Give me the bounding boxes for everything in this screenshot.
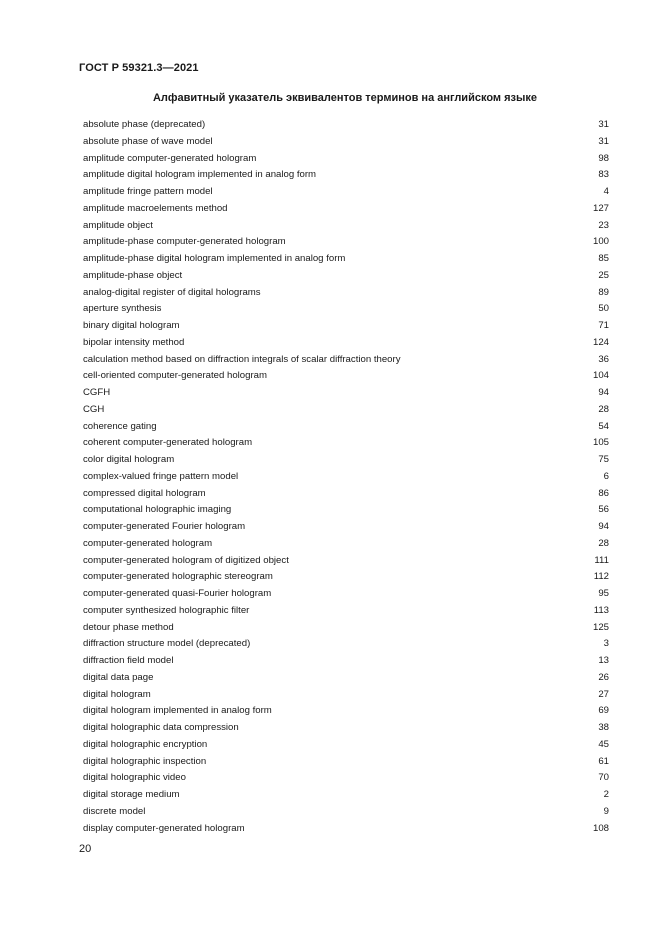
index-term: bipolar intensity method	[83, 336, 185, 348]
index-term: digital hologram	[83, 688, 151, 700]
index-entry	[83, 234, 609, 251]
index-term: computer-generated Fourier hologram	[83, 521, 246, 532]
index-term: diffraction field model	[83, 655, 174, 666]
index-entry	[83, 787, 609, 804]
index-entry	[83, 586, 609, 603]
index-entry	[83, 502, 609, 519]
index-term: digital holographic data compression	[83, 722, 239, 733]
index-page-ref: 45	[598, 738, 609, 750]
index-term: binary digital hologram	[83, 320, 180, 331]
index-entry	[83, 687, 609, 704]
index-entry	[83, 301, 609, 318]
index-entry	[83, 368, 609, 385]
index-page-ref: 6	[603, 470, 609, 482]
index-term: CGH	[83, 403, 105, 415]
index-page-ref: 28	[598, 537, 609, 549]
index-term: amplitude fringe pattern model	[83, 186, 213, 197]
index-entry	[83, 770, 609, 787]
index-entry	[83, 184, 609, 201]
index-page-ref: 85	[598, 253, 609, 264]
index-entry	[83, 636, 609, 653]
index-page-ref: 4	[603, 186, 609, 197]
index-entry	[83, 620, 609, 637]
index-entry	[83, 385, 609, 402]
index-page-ref: 3	[603, 638, 609, 650]
index-page-ref: 105	[592, 437, 609, 449]
index-entry	[83, 318, 609, 335]
index-term: amplitude macroelements method	[83, 202, 228, 214]
index-term: cell-oriented computer-generated hologram	[83, 370, 267, 382]
index-term: coherence gating	[83, 420, 157, 432]
index-term: detour phase method	[83, 621, 174, 633]
index-page-ref: 113	[593, 604, 609, 616]
index-term: amplitude object	[83, 219, 153, 231]
index-entry	[83, 352, 609, 369]
index-term: diffraction structure model (deprecated)	[83, 638, 251, 650]
index-entry	[83, 335, 609, 352]
index-page-ref: 26	[598, 671, 609, 683]
index-term: computer-generated holographic stereogram	[83, 571, 273, 583]
index-entry	[83, 268, 609, 285]
index-term: compressed digital hologram	[83, 487, 206, 499]
index-entry	[83, 218, 609, 235]
index-page-ref: 95	[598, 588, 609, 599]
index-entry	[83, 569, 609, 586]
index-page-ref: 94	[598, 387, 609, 398]
index-entry	[83, 117, 609, 134]
index-page-ref: 104	[592, 370, 609, 382]
index-entry	[83, 469, 609, 486]
index-page-ref: 94	[598, 521, 609, 532]
index-entry	[83, 285, 609, 302]
index-entry	[83, 452, 609, 469]
index-term: amplitude computer-generated hologram	[83, 152, 257, 164]
index-page-ref: 36	[598, 353, 609, 365]
index-page-ref: 108	[592, 822, 609, 834]
index-page-ref: 50	[598, 303, 609, 315]
index-term: amplitude-phase digital hologram implemented in analog form	[83, 253, 346, 264]
index-entry	[83, 435, 609, 452]
index-entry	[83, 419, 609, 436]
index-entry	[83, 553, 609, 570]
index-term: coherent computer-generated hologram	[83, 437, 253, 449]
index-term: computer synthesized holographic filter	[83, 604, 250, 616]
index-entry	[83, 536, 609, 553]
page-number: 20	[79, 843, 92, 855]
index-page-ref: 38	[598, 722, 609, 733]
index-page-ref: 27	[598, 688, 609, 700]
index-page-ref: 31	[598, 119, 609, 130]
index-term: computer-generated quasi-Fourier hologram	[83, 588, 272, 599]
index-term: digital data page	[83, 671, 154, 683]
index-entry	[83, 737, 609, 754]
index-page-ref: 61	[598, 755, 609, 767]
index-term: amplitude digital hologram implemented in analog form	[83, 169, 317, 181]
index-page-ref: 75	[598, 454, 609, 465]
index-page-ref: 54	[598, 420, 609, 432]
index-page-ref: 127	[592, 202, 609, 214]
index-term: digital holographic inspection	[83, 755, 207, 767]
index-page-ref: 2	[603, 789, 609, 800]
index-term: absolute phase of wave model	[83, 135, 213, 147]
index-term: complex-valued fringe pattern model	[83, 470, 239, 482]
index-term: computational holographic imaging	[83, 504, 232, 516]
index-entry	[83, 151, 609, 168]
index-entry	[83, 653, 609, 670]
index-entry	[83, 167, 609, 184]
index-entry	[83, 670, 609, 687]
index-entry	[83, 754, 609, 771]
index-term: digital holographic encryption	[83, 738, 208, 750]
index-entry	[83, 603, 609, 620]
index-page-ref: 100	[592, 236, 609, 248]
index-page-ref: 111	[594, 554, 609, 566]
index-page-ref: 56	[598, 504, 609, 516]
index-page-ref: 23	[598, 219, 609, 231]
index-page-ref: 112	[593, 571, 609, 583]
index-entry	[83, 720, 609, 737]
index-page-ref: 125	[592, 621, 609, 633]
index-page-ref: 69	[598, 705, 609, 717]
index-entry	[83, 251, 609, 268]
index-page-ref: 31	[598, 135, 609, 147]
index-term: amplitude-phase computer-generated hologram	[83, 236, 286, 248]
index-term: amplitude-phase object	[83, 269, 183, 281]
index-page-ref: 13	[598, 655, 609, 666]
index-term: analog-digital register of digital holograms	[83, 286, 261, 298]
index-entry	[83, 201, 609, 218]
index-entry	[83, 134, 609, 151]
index-term: color digital hologram	[83, 454, 175, 465]
index-term: digital storage medium	[83, 789, 180, 800]
index-term: display computer-generated hologram	[83, 822, 245, 834]
index-term: digital holographic video	[83, 772, 186, 784]
index-term: discrete model	[83, 805, 146, 817]
index-term: computer-generated hologram of digitized object	[83, 554, 289, 566]
index-term: digital hologram implemented in analog form	[83, 705, 272, 717]
index-page-ref: 9	[603, 805, 609, 817]
index-page-ref: 70	[598, 772, 609, 784]
index-page-ref: 71	[598, 320, 609, 331]
index-entry	[83, 402, 609, 419]
index-page-ref: 83	[598, 169, 609, 181]
index-term: computer-generated hologram	[83, 537, 213, 549]
index-page-ref: 25	[598, 269, 609, 281]
index-entry	[83, 821, 609, 838]
index-title: Алфавитный указатель эквивалентов терминов на английском языке	[152, 92, 537, 104]
index-page-ref: 98	[598, 152, 609, 164]
index-entry	[83, 703, 609, 720]
index-entry	[83, 519, 609, 536]
index-page-ref: 124	[592, 336, 609, 348]
index-term: CGFH	[83, 387, 111, 398]
index-entry	[83, 804, 609, 821]
term-index-list	[83, 117, 609, 837]
index-term: calculation method based on diffraction integrals of scalar diffraction theory	[83, 353, 401, 365]
index-term: absolute phase (deprecated)	[83, 119, 206, 130]
index-page-ref: 28	[598, 403, 609, 415]
index-entry	[83, 486, 609, 503]
document-code: ГОСТ Р 59321.3—2021	[79, 62, 199, 74]
index-term: aperture synthesis	[83, 303, 162, 315]
index-page-ref: 89	[598, 286, 609, 298]
index-page-ref: 86	[598, 487, 609, 499]
